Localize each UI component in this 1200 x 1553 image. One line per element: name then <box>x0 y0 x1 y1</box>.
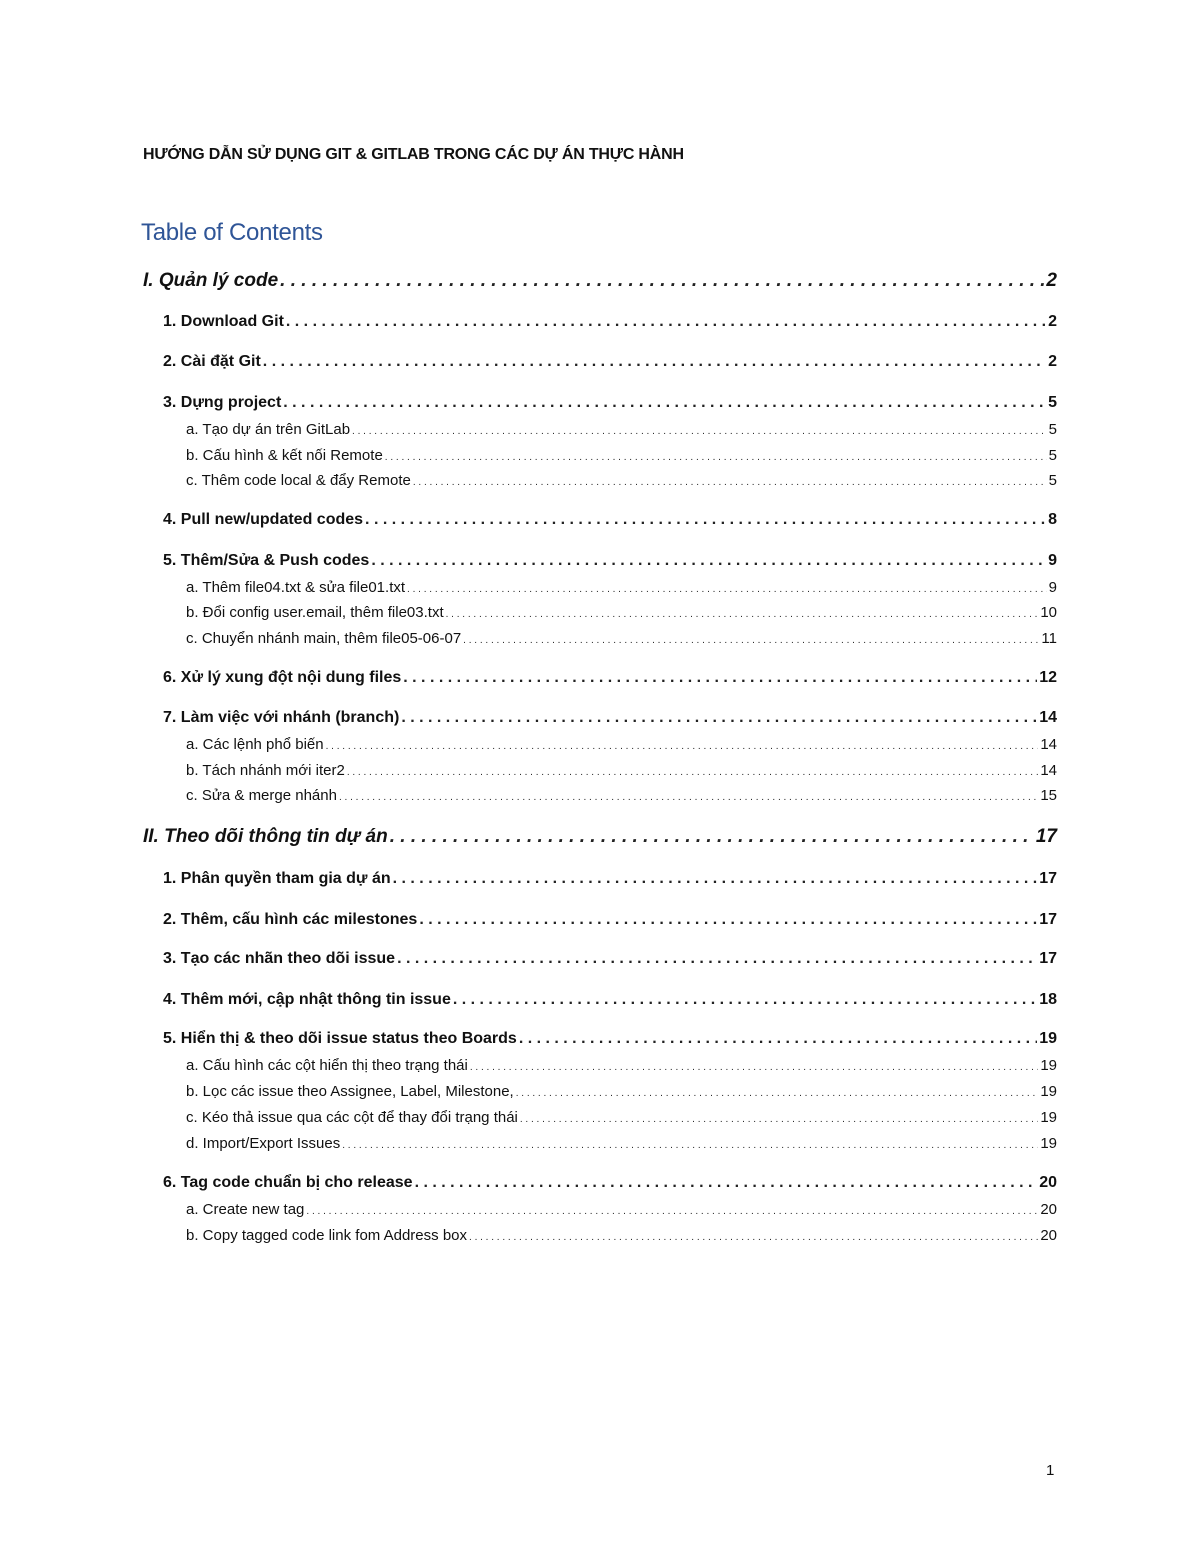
toc-entry-label: a. Thêm file04.txt & sửa file01.txt <box>186 579 406 596</box>
toc-entry-label: b. Đổi config user.email, thêm file03.txt <box>186 604 444 621</box>
toc-entry-1-7-a[interactable] <box>186 736 1057 753</box>
toc-entry-label: 4. Pull new/updated codes <box>163 511 364 528</box>
toc-leader-dots <box>519 1030 1037 1048</box>
toc-entry-2-5-a[interactable] <box>186 1057 1057 1074</box>
toc-entry-label: c. Kéo thả issue qua các cột để thay đổi trạng thái <box>186 1109 518 1126</box>
toc-entry-page: 2 <box>1048 353 1057 370</box>
toc-leader-dots <box>516 1088 1039 1099</box>
toc-leader-dots <box>469 1232 1038 1243</box>
toc-leader-dots <box>419 911 1037 929</box>
toc-leader-dots <box>397 950 1037 968</box>
toc-leader-dots <box>393 870 1038 888</box>
toc-entry-label: 2. Cài đặt Git <box>163 353 261 370</box>
toc-leader-dots <box>446 609 1039 620</box>
toc-entry-2-6[interactable] <box>163 1174 1057 1192</box>
toc-leader-dots <box>263 353 1046 371</box>
toc-entry-2-5-d[interactable] <box>186 1135 1057 1152</box>
toc-entry-label: b. Lọc các issue theo Assignee, Label, Milestone, <box>186 1083 514 1100</box>
toc-entry-2-3[interactable] <box>163 950 1057 968</box>
toc-entry-1-3-c[interactable] <box>186 472 1057 489</box>
toc-leader-dots <box>326 741 1039 752</box>
toc-entry-2-5-c[interactable] <box>186 1109 1057 1126</box>
toc-leader-dots <box>407 584 1047 595</box>
toc-heading: Table of Contents <box>141 219 323 246</box>
toc-entry-page: 12 <box>1039 669 1057 686</box>
toc-entry-label: a. Cấu hình các cột hiển thị theo trạng thái <box>186 1057 468 1074</box>
toc-entry-2-1[interactable] <box>163 870 1057 888</box>
toc-entry-2-6-b[interactable] <box>186 1227 1057 1244</box>
toc-leader-dots <box>342 1140 1038 1151</box>
toc-entry-page: 20 <box>1040 1201 1057 1218</box>
toc-entry-page: 5 <box>1048 447 1057 464</box>
toc-entry-page: 18 <box>1039 991 1057 1008</box>
toc-entry-1-5-c[interactable] <box>186 630 1057 647</box>
toc-leader-dots <box>390 826 1034 848</box>
toc-leader-dots <box>283 394 1046 412</box>
toc-entry-label: c. Thêm code local & đẩy Remote <box>186 472 411 489</box>
toc-leader-dots <box>470 1062 1038 1073</box>
toc-entry-1-7-c[interactable] <box>186 787 1057 804</box>
toc-entry-1-3-a[interactable] <box>186 421 1057 438</box>
toc-entry-1-1[interactable] <box>163 313 1057 331</box>
toc-entry-page: 17 <box>1039 950 1057 967</box>
toc-entry-page: 5 <box>1048 394 1057 411</box>
toc-entry-2-4[interactable] <box>163 991 1057 1009</box>
toc-entry-page: 9 <box>1048 579 1057 596</box>
toc-entry-page: 19 <box>1040 1057 1057 1074</box>
toc-leader-dots <box>306 1206 1038 1217</box>
toc-leader-dots <box>520 1114 1038 1125</box>
toc-entry-label: 3. Dựng project <box>163 394 282 411</box>
toc-entry-page: 17 <box>1035 826 1057 847</box>
toc-entry-1-4[interactable] <box>163 511 1057 529</box>
toc-entry-page: 10 <box>1040 604 1057 621</box>
toc-leader-dots <box>401 709 1037 727</box>
toc-entry-page: 14 <box>1040 762 1057 779</box>
toc-entry-page: 19 <box>1040 1135 1057 1152</box>
toc-entry-page: 17 <box>1039 870 1057 887</box>
toc-entry-2-6-a[interactable] <box>186 1201 1057 1218</box>
toc-entry-label: 3. Tạo các nhãn theo dõi issue <box>163 950 396 967</box>
toc-entry-1-5[interactable] <box>163 552 1057 570</box>
toc-entry-page: 20 <box>1039 1174 1057 1191</box>
toc-entry-label: 4. Thêm mới, cập nhật thông tin issue <box>163 991 451 1008</box>
toc-entry-section-2[interactable] <box>143 826 1057 848</box>
toc-entry-label: 5. Thêm/Sửa & Push codes <box>163 552 370 569</box>
toc-entry-label: 6. Xử lý xung đột nội dung files <box>163 669 402 686</box>
toc-entry-label: 6. Tag code chuẩn bị cho release <box>163 1174 413 1191</box>
toc-entry-page: 19 <box>1040 1109 1057 1126</box>
toc-entry-1-7-b[interactable] <box>186 762 1057 779</box>
toc-entry-page: 9 <box>1048 552 1057 569</box>
toc-entry-page: 19 <box>1040 1083 1057 1100</box>
toc-entry-label: a. Tạo dự án trên GitLab <box>186 421 351 438</box>
toc-entry-label: 1. Download Git <box>163 313 284 330</box>
toc-entry-page: 5 <box>1048 421 1057 438</box>
toc-leader-dots <box>286 313 1046 331</box>
toc-entry-label: 2. Thêm, cấu hình các milestones <box>163 911 418 928</box>
document-title: HƯỚNG DẪN SỬ DỤNG GIT & GITLAB TRONG CÁC DỰ ÁN THỰC HÀNH <box>143 146 684 163</box>
toc-leader-dots <box>280 270 1044 292</box>
toc-leader-dots <box>413 477 1047 488</box>
page-number: 1 <box>1046 1462 1055 1479</box>
toc-entry-page: 17 <box>1039 911 1057 928</box>
toc-entry-1-3-b[interactable] <box>186 447 1057 464</box>
toc-entry-label: c. Sửa & merge nhánh <box>186 787 337 804</box>
toc-leader-dots <box>339 792 1038 803</box>
toc-entry-page: 15 <box>1040 787 1057 804</box>
toc-leader-dots <box>463 635 1039 646</box>
toc-leader-dots <box>347 767 1039 778</box>
toc-entry-section-1[interactable] <box>143 270 1057 292</box>
toc-entry-page: 14 <box>1040 736 1057 753</box>
toc-entry-1-2[interactable] <box>163 353 1057 371</box>
toc-entry-label: 5. Hiển thị & theo dõi issue status theo Boards <box>163 1030 517 1047</box>
toc-entry-2-5[interactable] <box>163 1030 1057 1048</box>
toc-entry-label: c. Chuyển nhánh main, thêm file05-06-07 <box>186 630 462 647</box>
toc-entry-page: 14 <box>1039 709 1057 726</box>
toc-entry-1-5-b[interactable] <box>186 604 1057 621</box>
toc-entry-label: I. Quản lý code <box>143 270 279 291</box>
toc-leader-dots <box>365 511 1046 529</box>
toc-entry-page: 8 <box>1048 511 1057 528</box>
toc-leader-dots <box>371 552 1046 570</box>
toc-entry-page: 2 <box>1046 270 1057 291</box>
toc-entry-1-6[interactable] <box>163 669 1057 687</box>
toc-entry-1-3[interactable] <box>163 394 1057 412</box>
toc-entry-label: II. Theo dõi thông tin dự án <box>143 826 388 847</box>
toc-entry-label: a. Các lệnh phổ biến <box>186 736 324 753</box>
toc-entry-2-2[interactable] <box>163 911 1057 929</box>
toc-entry-label: b. Copy tagged code link fom Address box <box>186 1227 468 1244</box>
toc-entry-page: 19 <box>1039 1030 1057 1047</box>
toc-entry-label: b. Cấu hình & kết nối Remote <box>186 447 383 464</box>
toc-leader-dots <box>403 669 1037 687</box>
toc-entry-1-7[interactable] <box>163 709 1057 727</box>
toc-leader-dots <box>415 1174 1038 1192</box>
toc-leader-dots <box>453 991 1037 1009</box>
toc-entry-page: 5 <box>1048 472 1057 489</box>
toc-leader-dots <box>385 452 1047 463</box>
toc-entry-1-5-a[interactable] <box>186 579 1057 596</box>
toc-leader-dots <box>352 426 1047 437</box>
toc-entry-label: a. Create new tag <box>186 1201 305 1218</box>
toc-entry-page: 2 <box>1048 313 1057 330</box>
toc-entry-label: b. Tách nhánh mới iter2 <box>186 762 345 779</box>
toc-entry-page: 20 <box>1040 1227 1057 1244</box>
toc-entry-label: d. Import/Export Issues <box>186 1135 341 1152</box>
toc-entry-label: 1. Phân quyền tham gia dự án <box>163 870 391 887</box>
toc-entry-page: 11 <box>1041 630 1057 647</box>
toc-entry-label: 7. Làm việc với nhánh (branch) <box>163 709 400 726</box>
toc-entry-2-5-b[interactable] <box>186 1083 1057 1100</box>
